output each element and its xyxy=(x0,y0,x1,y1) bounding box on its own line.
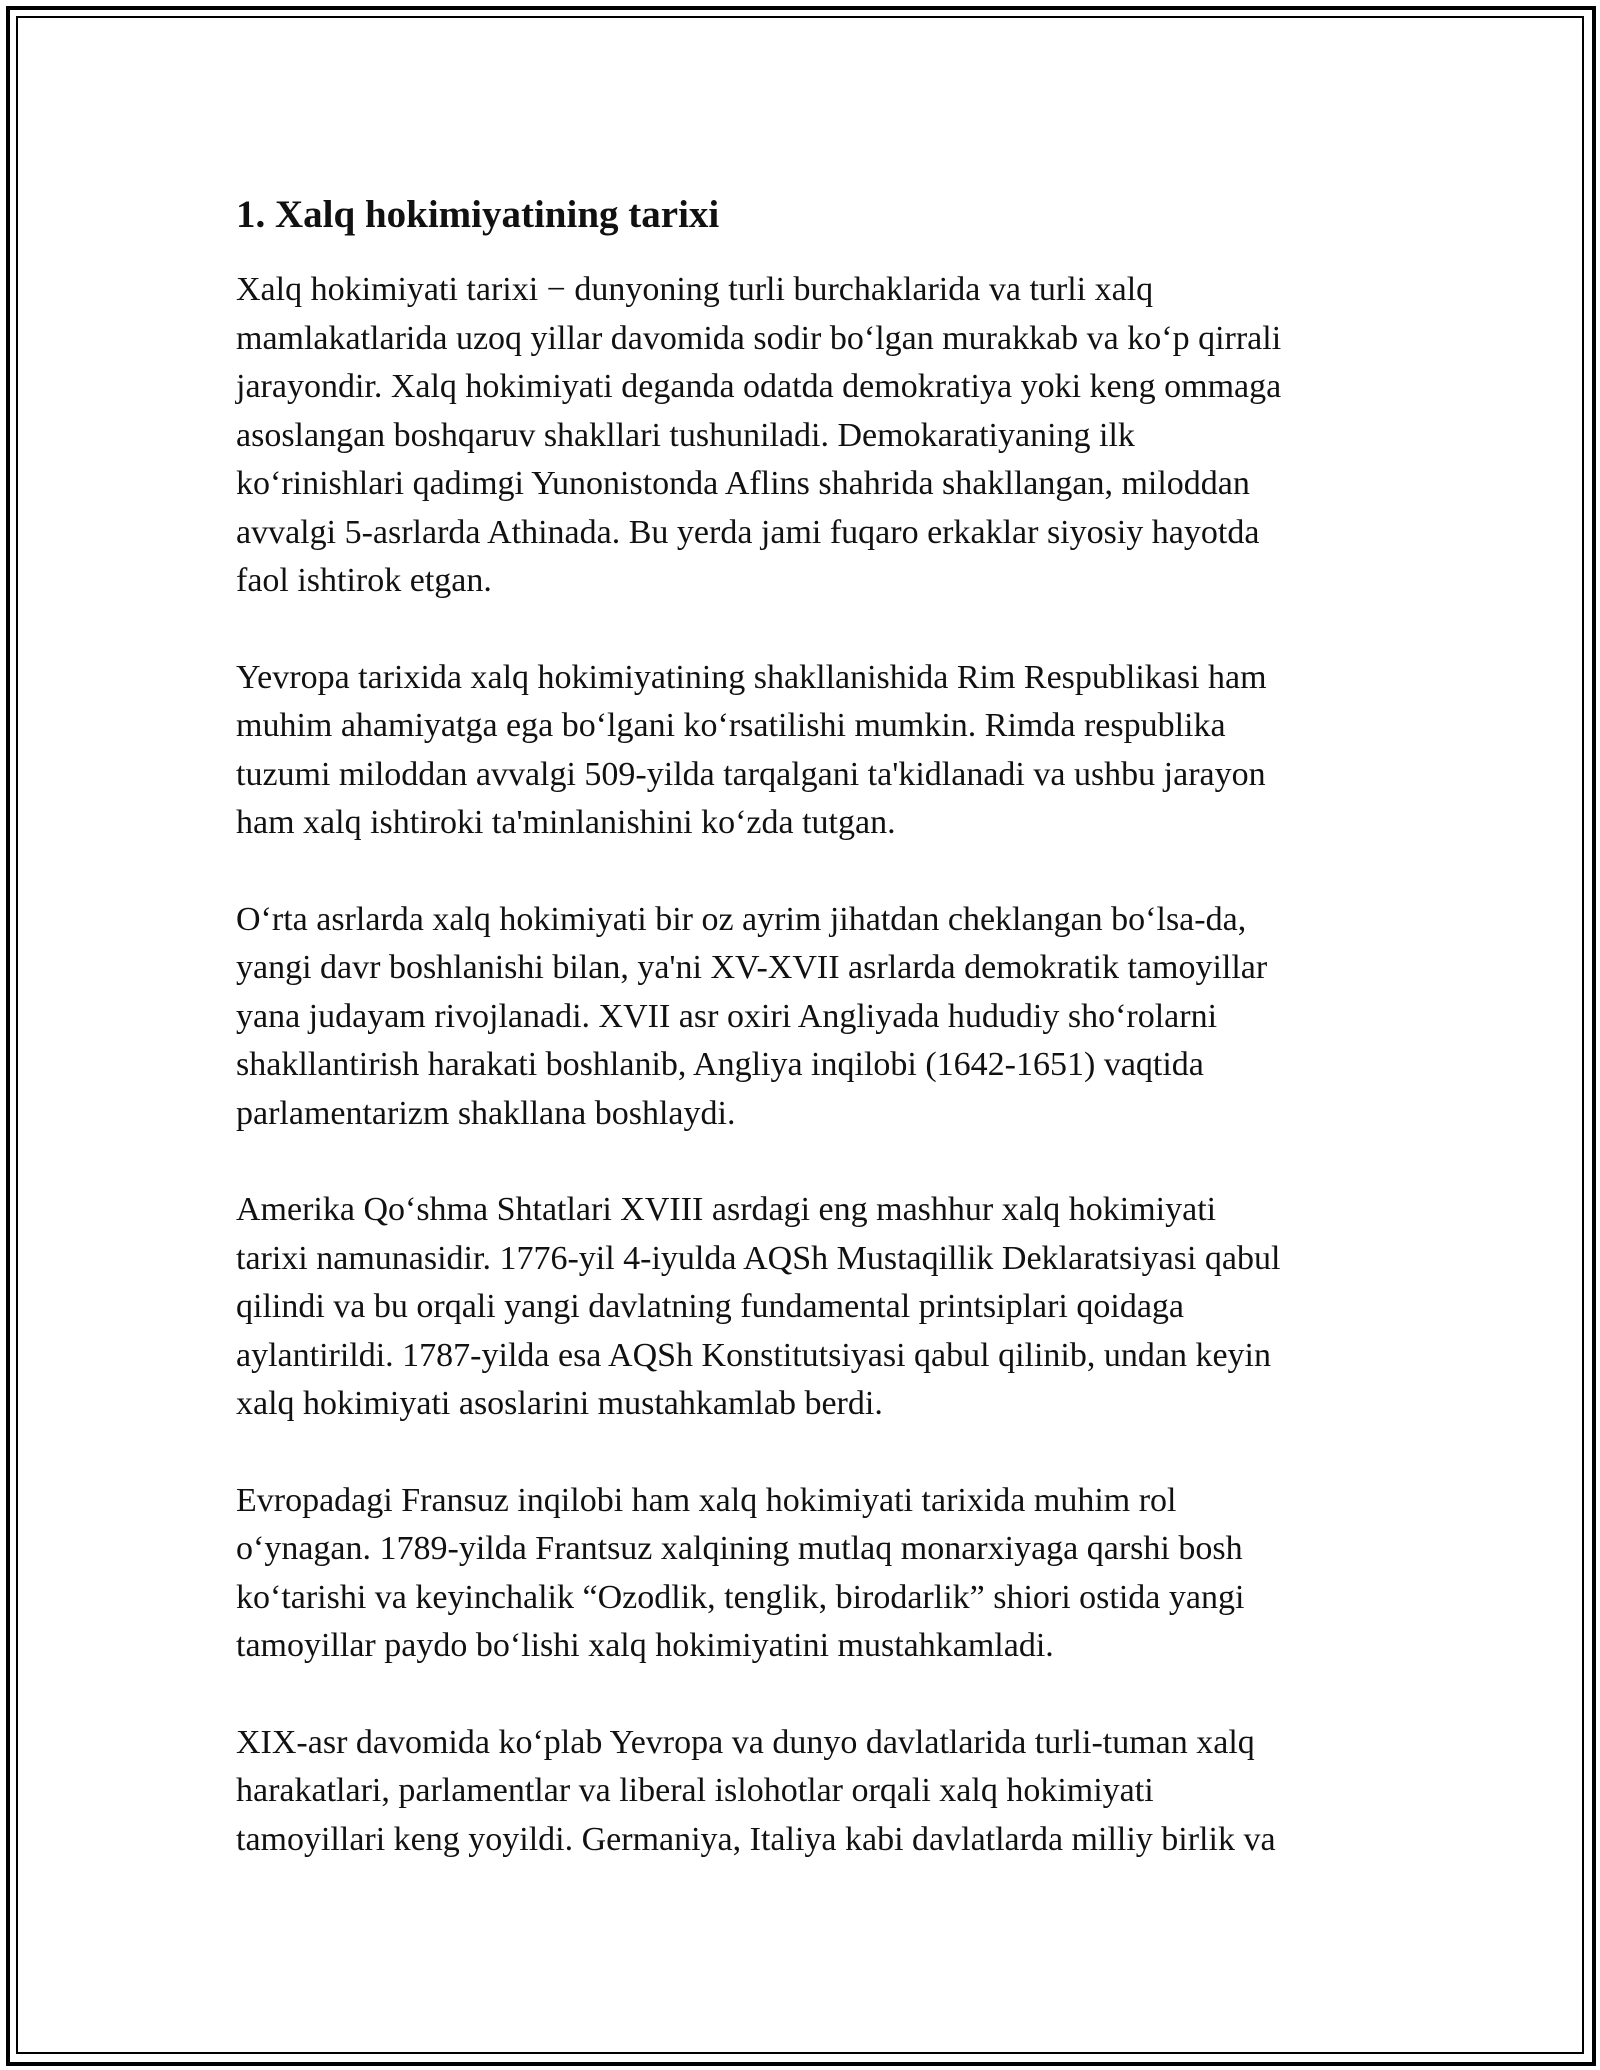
paragraph-line: koʻrinishlari qadimgi Yunonistonda Aflins shahrida shakllangan, miloddan xyxy=(236,465,1250,502)
paragraph-line: tamoyillar paydo boʻlishi xalq hokimiyatini mustahkamladi. xyxy=(236,1627,1054,1664)
paragraph-line: koʻtarishi va keyinchalik “Ozodlik, tenglik, birodarlik” shiori ostida yangi xyxy=(236,1578,1245,1616)
paragraph-line: asoslangan boshqaruv shakllari tushuniladi. Demokaratiyaning ilk xyxy=(236,416,1135,454)
paragraph-line: yangi davr boshlanishi bilan, ya'ni XV-XVII asrlarda demokratik tamoyillar xyxy=(236,949,1268,986)
paragraph-line: parlamentarizm shakllana boshlaydi. xyxy=(236,1094,736,1132)
paragraph-line: tuzumi miloddan avvalgi 509-yilda tarqalgani ta'kidlanadi va ushbu jarayon xyxy=(236,755,1266,793)
section-heading: 1. Xalq hokimiyatining tarixi xyxy=(236,193,720,236)
paragraph-line: qilindi va bu orqali yangi davlatning fundamental printsiplari qoidaga xyxy=(236,1288,1184,1325)
paragraph-line: Xalq hokimiyati tarixi − dunyoning turli burchaklarida va turli xalq xyxy=(236,271,1154,308)
paragraph-line: shakllantirish harakati boshlanib, Angliya inqilobi (1642-1651) vaqtida xyxy=(236,1046,1204,1083)
paragraph xyxy=(236,654,1376,848)
paragraph xyxy=(236,896,1376,1139)
document-page xyxy=(236,190,1376,1912)
paragraph-line: Oʻrta asrlarda xalq hokimiyati bir oz ayrim jihatdan cheklangan boʻlsa-da, xyxy=(236,900,1247,938)
paragraph-line: Yevropa tarixida xalq hokimiyatining shakllanishida Rim Respublikasi ham xyxy=(236,658,1267,696)
paragraph-line: aylantirildi. 1787-yilda esa AQSh Konstitutsiyasi qabul qilinib, undan keyin xyxy=(236,1336,1272,1374)
paragraph-line: avvalgi 5-asrlarda Athinada. Bu yerda jami fuqaro erkaklar siyosiy hayotda xyxy=(236,513,1260,551)
paragraph-line: harakatlari, parlamentlar va liberal islohotlar orqali xalq hokimiyati xyxy=(236,1772,1154,1809)
paragraph-line: faol ishtirok etgan. xyxy=(236,562,492,599)
paragraph-line: Evropadagi Fransuz inqilobi ham xalq hokimiyati tarixida muhim rol xyxy=(236,1481,1177,1519)
paragraph xyxy=(236,1186,1376,1429)
paragraph-line: jarayondir. Xalq hokimiyati deganda odatda demokratiya yoki keng ommaga xyxy=(236,368,1282,405)
paragraph-line: muhim ahamiyatga ega boʻlgani koʻrsatilishi mumkin. Rimda respublika xyxy=(236,707,1226,744)
paragraph xyxy=(236,1719,1376,1865)
paragraph-line: ham xalq ishtiroki ta'minlanishini koʻzda tutgan. xyxy=(236,804,896,841)
paragraph-line: xalq hokimiyati asoslarini mustahkamlab berdi. xyxy=(236,1385,883,1422)
paragraph xyxy=(236,266,1376,606)
paragraph-line: Amerika Qoʻshma Shtatlari XVIII asrdagi eng mashhur xalq hokimiyati xyxy=(236,1191,1217,1228)
document-body xyxy=(236,266,1376,1864)
paragraph-line: mamlakatlarida uzoq yillar davomida sodir boʻlgan murakkab va koʻp qirrali xyxy=(236,319,1282,357)
paragraph-line: oʻynagan. 1789-yilda Frantsuz xalqining mutlaq monarxiyaga qarshi bosh xyxy=(236,1530,1243,1567)
paragraph-line: XIX-asr davomida koʻplab Yevropa va dunyo davlatlarida turli-tuman xalq xyxy=(236,1723,1255,1761)
paragraph-line: tarixi namunasidir. 1776-yil 4-iyulda AQSh Mustaqillik Deklaratsiyasi qabul xyxy=(236,1239,1281,1277)
paragraph xyxy=(236,1477,1376,1671)
paragraph-line: yana judayam rivojlanadi. XVII asr oxiri Angliyada hududiy shoʻrolarni xyxy=(236,997,1218,1035)
paragraph-line: tamoyillari keng yoyildi. Germaniya, Italiya kabi davlatlarda milliy birlik va xyxy=(236,1820,1276,1858)
